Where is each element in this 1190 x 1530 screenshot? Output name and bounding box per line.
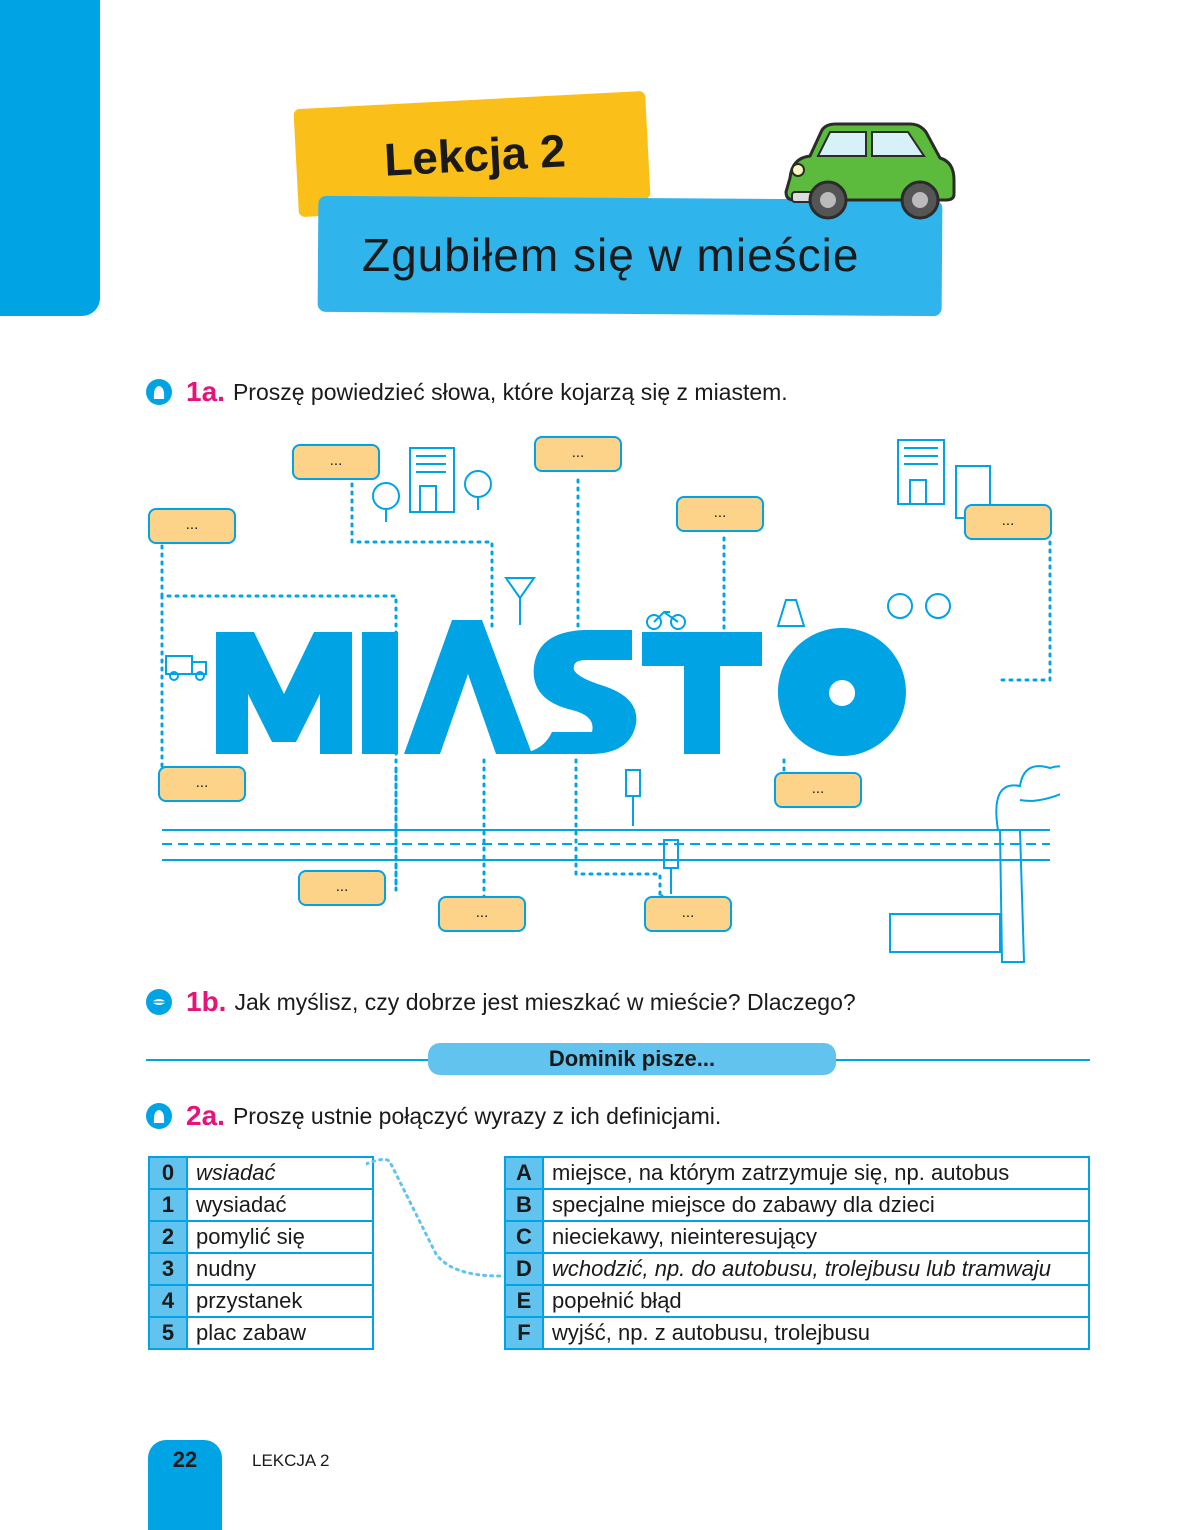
- miasto-word: [212, 614, 992, 764]
- table-row: [505, 1189, 1089, 1221]
- task-number: 1a.: [186, 376, 225, 407]
- definition-text: popełnić błąd: [543, 1285, 1089, 1317]
- table-row: [149, 1221, 373, 1253]
- definition-text: wchodzić, np. do autobusu, trolejbusu lub tramwaju: [543, 1253, 1089, 1285]
- task-number: 1b.: [186, 986, 227, 1017]
- lips-icon: [146, 989, 172, 1015]
- answer-bubble[interactable]: ...: [292, 444, 380, 480]
- answer-bubble[interactable]: ...: [644, 896, 732, 932]
- example-connector: [366, 1154, 506, 1284]
- definition-key: F: [505, 1317, 543, 1349]
- table-row: [505, 1285, 1089, 1317]
- task-instruction: Jak myślisz, czy dobrze jest mieszkać w mieście? Dlaczego?: [234, 988, 856, 1015]
- definition-key: D: [505, 1253, 543, 1285]
- page-number: 22: [172, 1447, 198, 1472]
- definition-key: C: [505, 1221, 543, 1253]
- task-number: 2a.: [186, 1100, 225, 1131]
- head-icon: [146, 379, 172, 405]
- table-row: [505, 1253, 1089, 1285]
- definition-text: nieciekawy, nieinteresujący: [543, 1221, 1089, 1253]
- table-row: [505, 1221, 1089, 1253]
- definition-text: specjalne miejsce do zabawy dla dzieci: [543, 1189, 1089, 1221]
- section-label: Dominik pisze...: [428, 1043, 836, 1075]
- answer-bubble[interactable]: ...: [298, 870, 386, 906]
- word-text: przystanek: [187, 1285, 373, 1317]
- answer-bubble[interactable]: ...: [774, 772, 862, 808]
- word-text: nudny: [187, 1253, 373, 1285]
- word-key: 2: [149, 1221, 187, 1253]
- word-text: pomylić się: [187, 1221, 373, 1253]
- lesson-subtitle: Zgubiłem się w mieście: [362, 229, 860, 281]
- word-text: plac zabaw: [187, 1317, 373, 1349]
- task-1b: [146, 986, 856, 1018]
- word-key: 5: [149, 1317, 187, 1349]
- definition-key: B: [505, 1189, 543, 1221]
- table-row: [149, 1285, 373, 1317]
- lesson-title: Lekcja 2: [382, 124, 567, 186]
- table-row: [505, 1317, 1089, 1349]
- word-text: wsiadać: [187, 1157, 373, 1189]
- definition-key: A: [505, 1157, 543, 1189]
- word-key: 3: [149, 1253, 187, 1285]
- table-row: [149, 1317, 373, 1349]
- table-row: [149, 1157, 373, 1189]
- table-row: [505, 1157, 1089, 1189]
- task-1a: [146, 376, 788, 408]
- word-key: 4: [149, 1285, 187, 1317]
- word-key: 0: [149, 1157, 187, 1189]
- answer-bubble[interactable]: ...: [158, 766, 246, 802]
- table-row: [149, 1253, 373, 1285]
- word-key: 1: [149, 1189, 187, 1221]
- answer-bubble[interactable]: ...: [438, 896, 526, 932]
- task-instruction: Proszę powiedzieć słowa, które kojarzą się z miastem.: [232, 378, 788, 405]
- answer-bubble[interactable]: ...: [676, 496, 764, 532]
- city-diagram: [140, 430, 1060, 970]
- table-row: [149, 1189, 373, 1221]
- answer-bubble[interactable]: ...: [964, 504, 1052, 540]
- task-instruction: Proszę ustnie połączyć wyrazy z ich definicjami.: [232, 1102, 722, 1129]
- side-tab: [0, 0, 100, 316]
- answer-bubble[interactable]: ...: [148, 508, 236, 544]
- car-icon: [770, 118, 960, 222]
- definition-key: E: [505, 1285, 543, 1317]
- footer-label: LEKCJA 2: [252, 1451, 330, 1470]
- definition-text: wyjść, np. z autobusu, trolejbusu: [543, 1317, 1089, 1349]
- answer-bubble[interactable]: ...: [534, 436, 622, 472]
- definitions-table: [504, 1156, 1090, 1350]
- definition-text: miejsce, na którym zatrzymuje się, np. autobus: [543, 1157, 1089, 1189]
- task-2a: [146, 1100, 721, 1132]
- words-table: [148, 1156, 374, 1350]
- head-icon: [146, 1103, 172, 1129]
- word-text: wysiadać: [187, 1189, 373, 1221]
